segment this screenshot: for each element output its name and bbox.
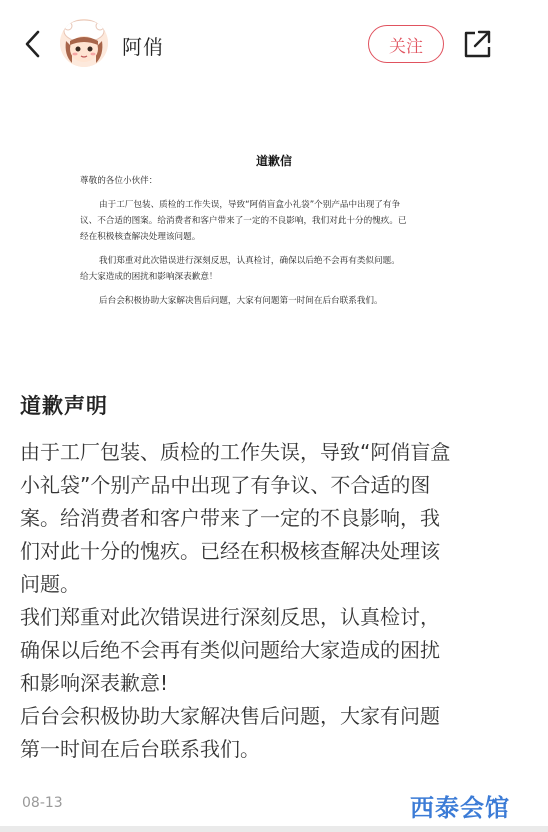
username[interactable]: 阿俏 <box>122 35 164 59</box>
follow-button[interactable]: 关注 <box>368 25 444 63</box>
letter-greeting: 尊敬的各位小伙伴： <box>80 176 158 186</box>
post-title: 道歉声明 <box>20 394 108 418</box>
post-body-line: 小礼袋”个别产品中出现了有争议、不合适的图 <box>20 473 431 497</box>
watermark-logo: 西泰会馆 <box>410 794 510 822</box>
avatar[interactable] <box>60 19 108 67</box>
post-date: 08-13 <box>22 795 63 811</box>
post-body-line: 由于工厂包装、质检的工作失误，导致“阿俏盲盒 <box>20 440 451 464</box>
back-button[interactable] <box>18 26 48 62</box>
post-body-line: 我们郑重对此次错误进行深刻反思，认真检讨， <box>20 605 440 629</box>
post-body-line: 第一时间在后台联系我们。 <box>20 737 260 761</box>
share-button[interactable] <box>462 28 492 60</box>
letter-para2-line2: 给大家造成的困扰和影响深表歉意！ <box>80 272 218 282</box>
chevron-left-icon <box>23 29 43 59</box>
post-content <box>20 390 530 766</box>
letter-title: 道歉信 <box>255 154 292 168</box>
post-body-line: 案。给消费者和客户带来了一定的不良影响，我 <box>20 506 440 530</box>
avatar-cartoon-icon <box>60 19 108 67</box>
post-body-line: 后台会积极协助大家解决售后问题，大家有问题 <box>20 704 440 728</box>
letter-para1-line3: 经在积极核查解决处理该问题。 <box>80 232 201 242</box>
post-body-line: 问题。 <box>20 572 80 596</box>
post-body-line: 确保以后绝不会再有类似问题给大家造成的困扰 <box>20 638 440 662</box>
letter-para1-line2: 议、不合适的图案。给消费者和客户带来了一定的不良影响，我们对此十分的愧疚。已 <box>80 216 407 226</box>
apology-letter-image[interactable] <box>0 88 548 374</box>
share-icon <box>462 28 492 60</box>
letter-para2-line1: 我们郑重对此次错误进行深刻反思，认真检讨，确保以后绝不会再有类似问题。 <box>99 256 400 266</box>
letter-para1-line1: 由于工厂包装、质检的工作失误，导致“阿俏盲盒小礼袋”个别产品中出现了有争 <box>99 200 401 210</box>
top-bar <box>0 0 548 88</box>
bottom-divider <box>0 826 548 832</box>
letter-para3: 后台会积极协助大家解决售后问题，大家有问题第一时间在后台联系我们。 <box>99 296 383 306</box>
post-body-line: 和影响深表歉意! <box>20 671 169 695</box>
post-body-line: 们对此十分的愧疚。已经在积极核查解决处理该 <box>20 539 440 563</box>
post-body <box>20 436 530 766</box>
